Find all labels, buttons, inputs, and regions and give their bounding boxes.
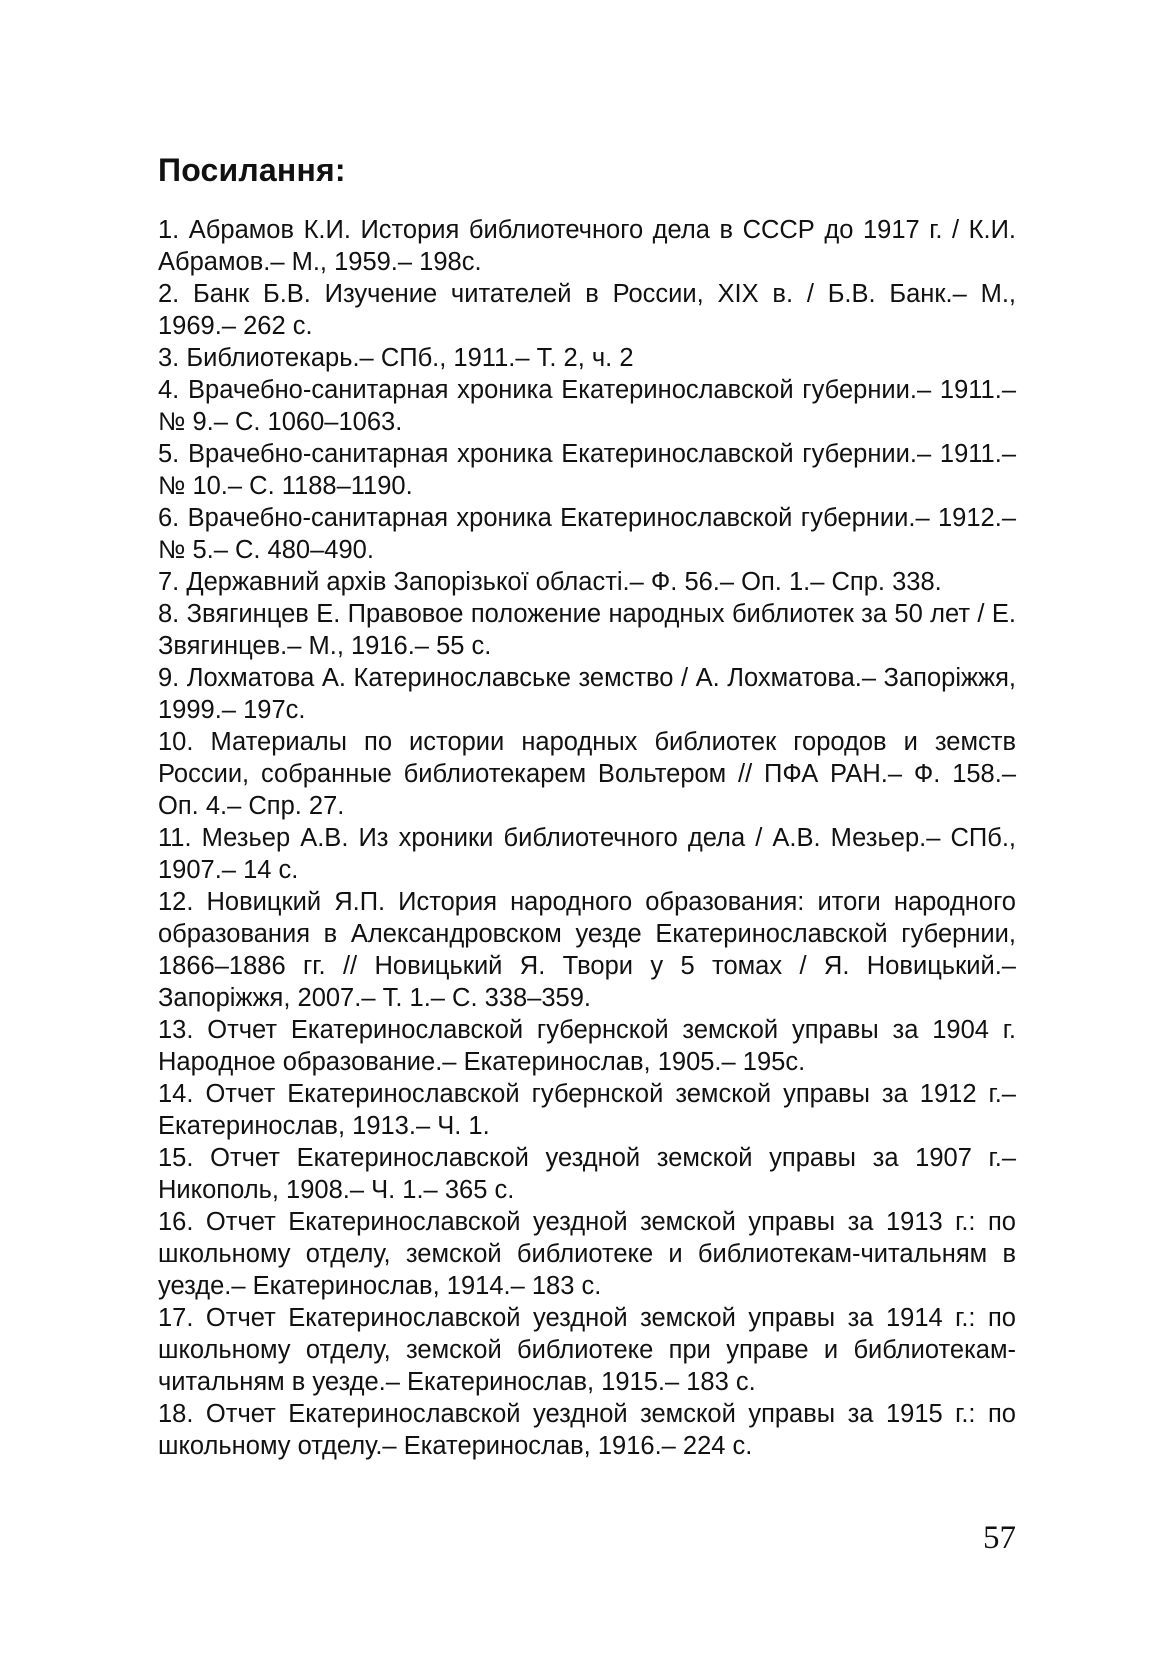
reference-item: 3. Библиотекарь.– СПб., 1911.– Т. 2, ч. 2	[158, 344, 634, 372]
reference-item: 2. Банк Б.В. Изучение читателей в России, XIX в. / Б.В. Банк.– М., 1969.– 262 с.	[158, 280, 1016, 340]
reference-item: 6. Врачебно-санитарная хроника Екатеринославской губернии.– 1912.– № 5.– С. 480–490.	[158, 504, 1016, 564]
reference-item: 1. Абрамов К.И. История библиотечного дела в СССР до 1917 г. / К.И. Абрамов.– М., 1959.– 198с.	[158, 216, 1016, 276]
reference-item: 12. Новицкий Я.П. История народного образования: итоги народного образования в Александровском уезде Екатеринославской губернии, 1866–1886 гг. // Новицький Я. Твори у 5 томах / Я. Новицький.– Запоріжжя, 2007.– Т. 1.– С. 338–359.	[158, 888, 1016, 1012]
references-list	[158, 214, 1016, 1462]
reference-item: 9. Лохматова А. Катеринославське земство / А. Лохматова.– Запоріжжя, 1999.– 197с.	[158, 664, 1016, 724]
reference-item: 13. Отчет Екатеринославской губернской земской управы за 1904 г. Народное образование.– Екатеринослав, 1905.– 195с.	[158, 1016, 1016, 1076]
references-heading: Посилання:	[158, 152, 346, 188]
references-section	[158, 150, 1016, 1462]
reference-item: 4. Врачебно-санитарная хроника Екатеринославской губернии.– 1911.– № 9.– С. 1060–1063.	[158, 376, 1016, 436]
reference-item: 5. Врачебно-санитарная хроника Екатеринославской губернии.– 1911.– № 10.– С. 1188–1190.	[158, 440, 1016, 500]
reference-item: 16. Отчет Екатеринославской уездной земской управы за 1913 г.: по школьному отделу, земской библиотеке и библиотекам-читальням в уезде.– Екатеринослав, 1914.– 183 с.	[158, 1208, 1016, 1300]
reference-item: 8. Звягинцев Е. Правовое положение народных библиотек за 50 лет / Е. Звягинцев.– М., 1916.– 55 с.	[158, 600, 1016, 660]
reference-item: 15. Отчет Екатеринославской уездной земской управы за 1907 г.– Никополь, 1908.– Ч. 1.– 365 с.	[158, 1144, 1016, 1204]
reference-item: 10. Материалы по истории народных библиотек городов и земств России, собранные библиотекарем Вольтером // ПФА РАН.– Ф. 158.– Оп. 4.– Спр. 27.	[158, 728, 1016, 820]
reference-item: 11. Мезьер А.В. Из хроники библиотечного дела / А.В. Мезьер.– СПб., 1907.– 14 с.	[158, 824, 1016, 884]
reference-item: 14. Отчет Екатеринославской губернской земской управы за 1912 г.– Екатеринослав, 1913.– Ч. 1.	[158, 1080, 1016, 1140]
page-number: 57	[983, 1520, 1016, 1556]
reference-item: 18. Отчет Екатеринославской уездной земской управы за 1915 г.: по школьному отделу.– Екатеринослав, 1916.– 224 с.	[158, 1400, 1016, 1460]
reference-item: 7. Державний архів Запорізької області.– Ф. 56.– Оп. 1.– Спр. 338.	[158, 568, 942, 596]
reference-item: 17. Отчет Екатеринославской уездной земской управы за 1914 г.: по школьному отделу, земской библиотеке при управе и библиотекам-читальням в уезде.– Екатеринослав, 1915.– 183 с.	[158, 1304, 1016, 1396]
